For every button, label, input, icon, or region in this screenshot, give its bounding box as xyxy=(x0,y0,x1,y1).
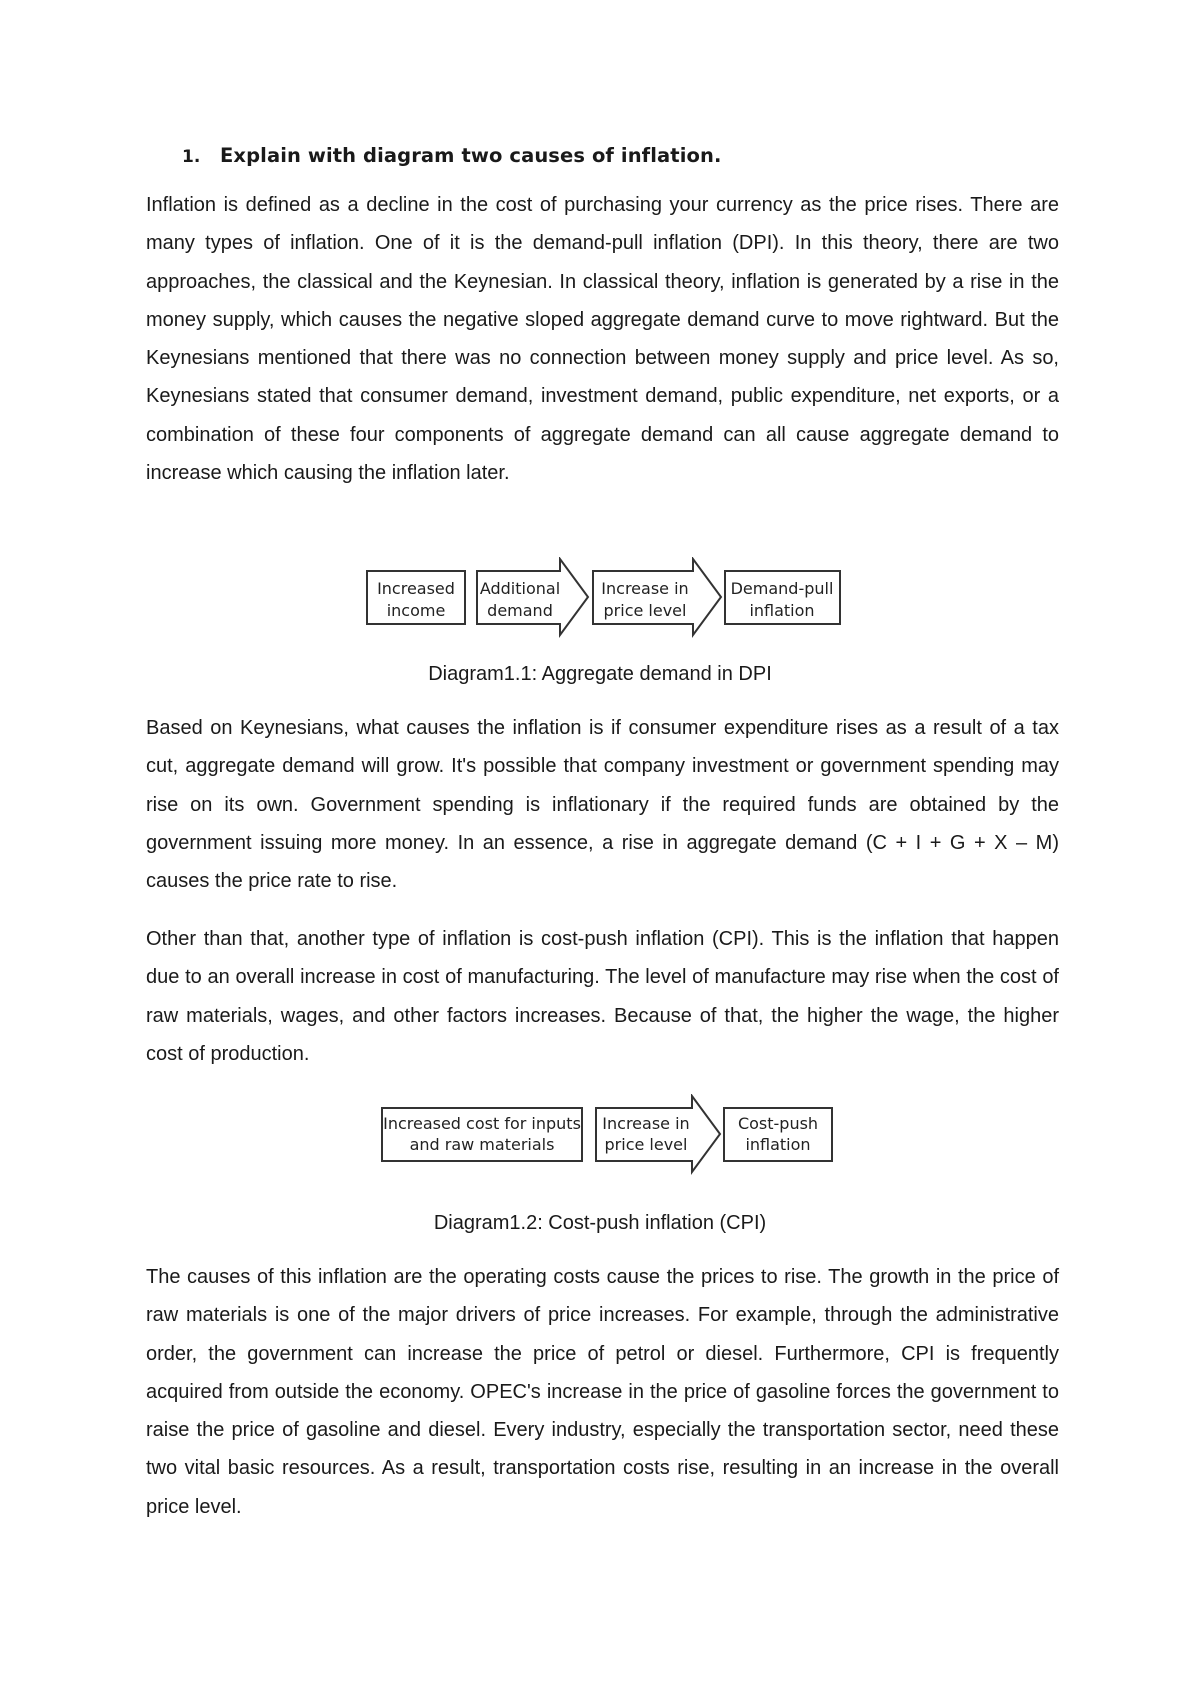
diagram-dpi-box2-line1: Additional xyxy=(479,579,561,598)
diagram-cpi-arrow-price xyxy=(596,1096,720,1172)
paragraph-cpi-intro: Other than that, another type of inflation is cost-push inflation (CPI). This is the inflation that happen due to an overall increase in cost of manufacturing. The level of manufacture may rise when the cost of raw materials, wages, and other factors increases. Because of that, the higher the wage, the higher cost of production. xyxy=(146,928,1059,1065)
diagram-cpi-box3-line1: Cost-push xyxy=(737,1114,819,1133)
diagram-dpi-box4-line1: Demand-pull xyxy=(730,579,834,598)
diagram-dpi-box3-line1: Increase in xyxy=(601,579,689,598)
diagram-cpi-box3-line2: inflation xyxy=(745,1135,811,1154)
diagram-cpi-caption: Diagram1.2: Cost-push inflation (CPI) xyxy=(433,1212,767,1234)
diagram-dpi-box1-line1: Increased xyxy=(377,579,455,598)
diagram-dpi-box4-line2: inflation xyxy=(749,601,815,620)
paragraph-keynesian: Based on Keynesians, what causes the inflation is if consumer expenditure rises as a result of a tax cut, aggregate demand will grow. It's possible that company investment or government spending may rise on its own. Government spending is inflationary if the required funds are obtained by the government issuing more money. In an essence, a rise in aggregate demand (C + I + G + X – M) causes the price rate to rise. xyxy=(146,717,1059,893)
diagram-dpi xyxy=(360,557,850,643)
diagram-dpi-caption: Diagram1.1: Aggregate demand in DPI xyxy=(428,663,772,685)
paragraph-dpi-intro: Inflation is defined as a decline in the cost of purchasing your currency as the price rises. There are many types of inflation. One of it is the demand-pull inflation (DPI). In this theory, there are two approaches, the classical and the Keynesian. In classical theory, inflation is generated by a rise in the money supply, which causes the negative sloped aggregate demand curve to move rightward. But the Keynesians mentioned that there was no connection between money supply and price level. As so, Keynesians stated that consumer demand, investment demand, public expenditure, net exports, or a combination of these four components of aggregate demand can all cause aggregate demand to increase which causing the inflation later. xyxy=(146,194,1059,485)
question-number: 1. xyxy=(182,147,201,167)
diagram-cpi-box1-line1: Increased cost for inputs xyxy=(383,1114,581,1133)
diagram-cpi xyxy=(375,1094,845,1180)
diagram-cpi-box1-line2: and raw materials xyxy=(409,1135,555,1154)
question-title: Explain with diagram two causes of inflation. xyxy=(220,144,722,167)
diagram-cpi-box2-line2: price level xyxy=(604,1135,688,1154)
paragraph-cpi-causes: The causes of this inflation are the operating costs cause the prices to rise. The growth in the price of raw materials is one of the major drivers of price increases. For example, through the administrative order, the government can increase the price of petrol or diesel. Furthermore, CPI is frequently acquired from outside the economy. OPEC's increase in the price of gasoline forces the government to raise the price of gasoline and diesel. Every industry, especially the transportation sector, need these two vital basic resources. As a result, transportation costs rise, resulting in an increase in the overall price level. xyxy=(146,1266,1059,1518)
diagram-dpi-box1-line2: income xyxy=(386,601,446,620)
diagram-dpi-box3-line2: price level xyxy=(603,601,687,620)
question-heading xyxy=(182,144,722,167)
diagram-cpi-box2-line1: Increase in xyxy=(602,1114,690,1133)
diagram-dpi-box2-line2: demand xyxy=(487,601,553,620)
